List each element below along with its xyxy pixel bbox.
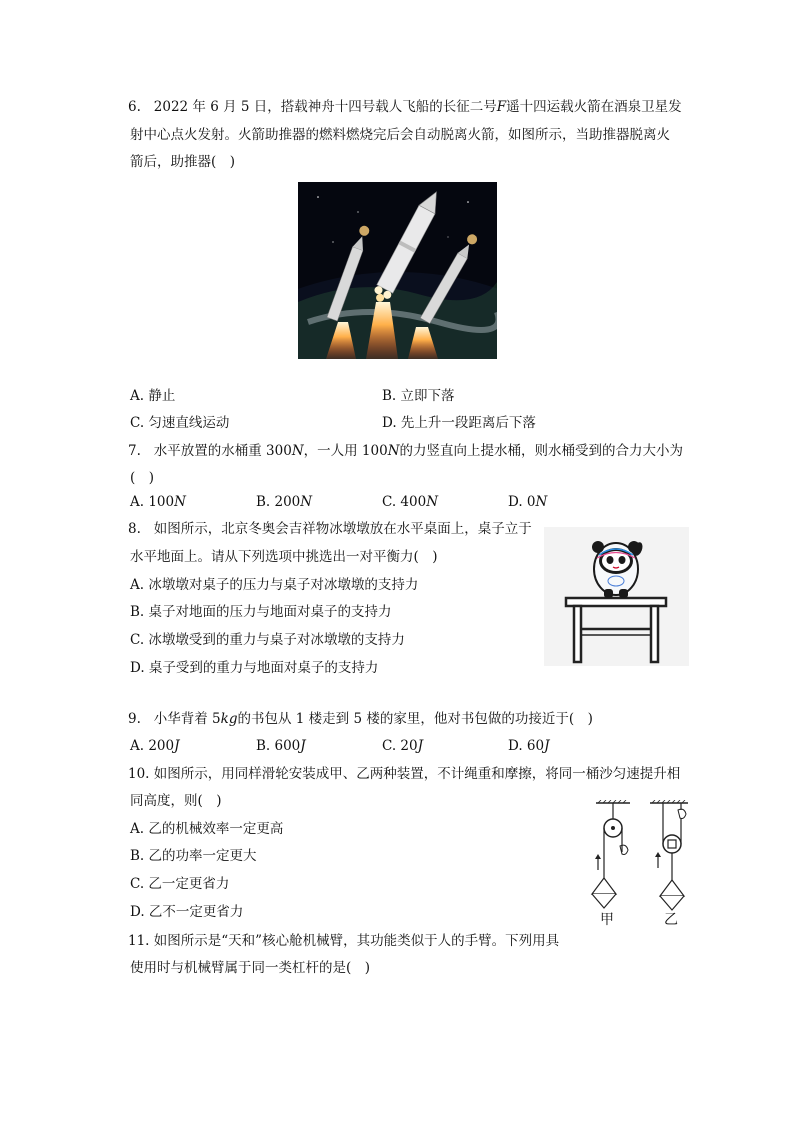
q8-option-b: B. 桌子对地面的压力与地面对桌子的支持力 [130,604,392,620]
q10-line2: 同高度，则( ) [130,793,222,809]
q9-option-b: B. 600J [256,738,306,754]
pulley-label-yi: 乙 [664,912,678,928]
q7-number: 7. [128,443,141,459]
q9-unit-kg: kg [220,711,238,727]
q7-line1 [128,442,683,460]
q8-option-c: C. 冰墩墩受到的重力与桌子对冰墩墩的支持力 [130,632,405,648]
q9-number: 9. [128,711,141,727]
q10-option-c: C. 乙一定更省力 [130,876,230,892]
q10-line1 [128,765,680,783]
q11-text-1: 如图所示是“天和”核心舱机械臂，其功能类似于人的手臂。下列用具 [153,933,560,949]
q7-text-a: 水平放置的水桶重 300 [153,443,292,459]
q6-option-d: D. 先上升一段距离后下落 [382,415,536,431]
q6-number: 6. [128,99,141,115]
q9-option-c: C. 20J [382,738,424,754]
q10-option-d: D. 乙不一定更省力 [130,904,244,920]
rocket-booster-image [298,182,497,359]
q11-line1 [128,932,559,950]
q7-option-b: B. 200N [256,494,313,510]
q6-var-f: F [496,99,507,115]
q11-line2: 使用时与机械臂属于同一类杠杆的是( ) [130,960,371,976]
q8-line1 [128,520,532,538]
q7-text-c: 的力竖直向上提水桶，则水桶受到的合力大小为 [399,443,684,459]
q8-option-d: D. 桌子受到的重力与地面对桌子的支持力 [130,660,379,676]
q9-text-b: 的书包从 1 楼走到 5 楼的家里，他对书包做的功接近于( ) [237,711,593,727]
q7-option-d: D. 0N [508,494,548,510]
q9-option-d: D. 60J [508,738,550,754]
q10-text-1: 如图所示，用同样滑轮安装成甲、乙两种装置，不计绳重和摩擦，将同一桶沙匀速提升相 [153,766,681,782]
q10-number: 10. [128,766,150,782]
q7-unit-1: N [291,443,304,459]
q6-option-b: B. 立即下落 [382,388,455,404]
q7-line2: ( ) [130,470,155,486]
q6-line1 [128,98,682,116]
q7-text-b: ，一人用 100 [303,443,388,459]
q9-line1 [128,710,593,728]
q7-option-c: C. 400N [382,494,439,510]
q6-line2: 射中心点火发射。火箭助推器的燃料燃烧完后会自动脱离火箭，如图所示，当助推器脱离火 [130,127,670,143]
q6-option-a: A. 静止 [130,388,176,404]
q9-text-a: 小华背着 5 [153,711,221,727]
q6-text-a: 2022 年 6 月 5 日，搭载神舟十四号载人飞船的长征二号 [153,99,497,115]
q7-unit-2: N [387,443,400,459]
mascot-on-table-image [544,527,689,666]
pulley-label-jia: 甲 [600,912,614,928]
q8-text-1: 如图所示，北京冬奥会吉祥物冰墩墩放在水平桌面上，桌子立于 [153,521,532,537]
q8-number: 8. [128,521,141,537]
q7-option-a: A. 100N [130,494,186,510]
q10-option-a: A. 乙的机械效率一定更高 [130,821,284,837]
q6-text-b: 遥十四运载火箭在酒泉卫星发 [506,99,682,115]
q9-option-a: A. 200J [130,738,180,754]
q6-line3: 箭后，助推器( ) [130,154,236,170]
q8-line2: 水平地面上。请从下列选项中挑选出一对平衡力( ) [130,549,438,565]
q8-option-a: A. 冰墩墩对桌子的压力与桌子对冰墩墩的支持力 [130,577,419,593]
q11-number: 11. [128,933,150,949]
q6-option-c: C. 匀速直线运动 [130,415,230,431]
q10-option-b: B. 乙的功率一定更大 [130,848,257,864]
